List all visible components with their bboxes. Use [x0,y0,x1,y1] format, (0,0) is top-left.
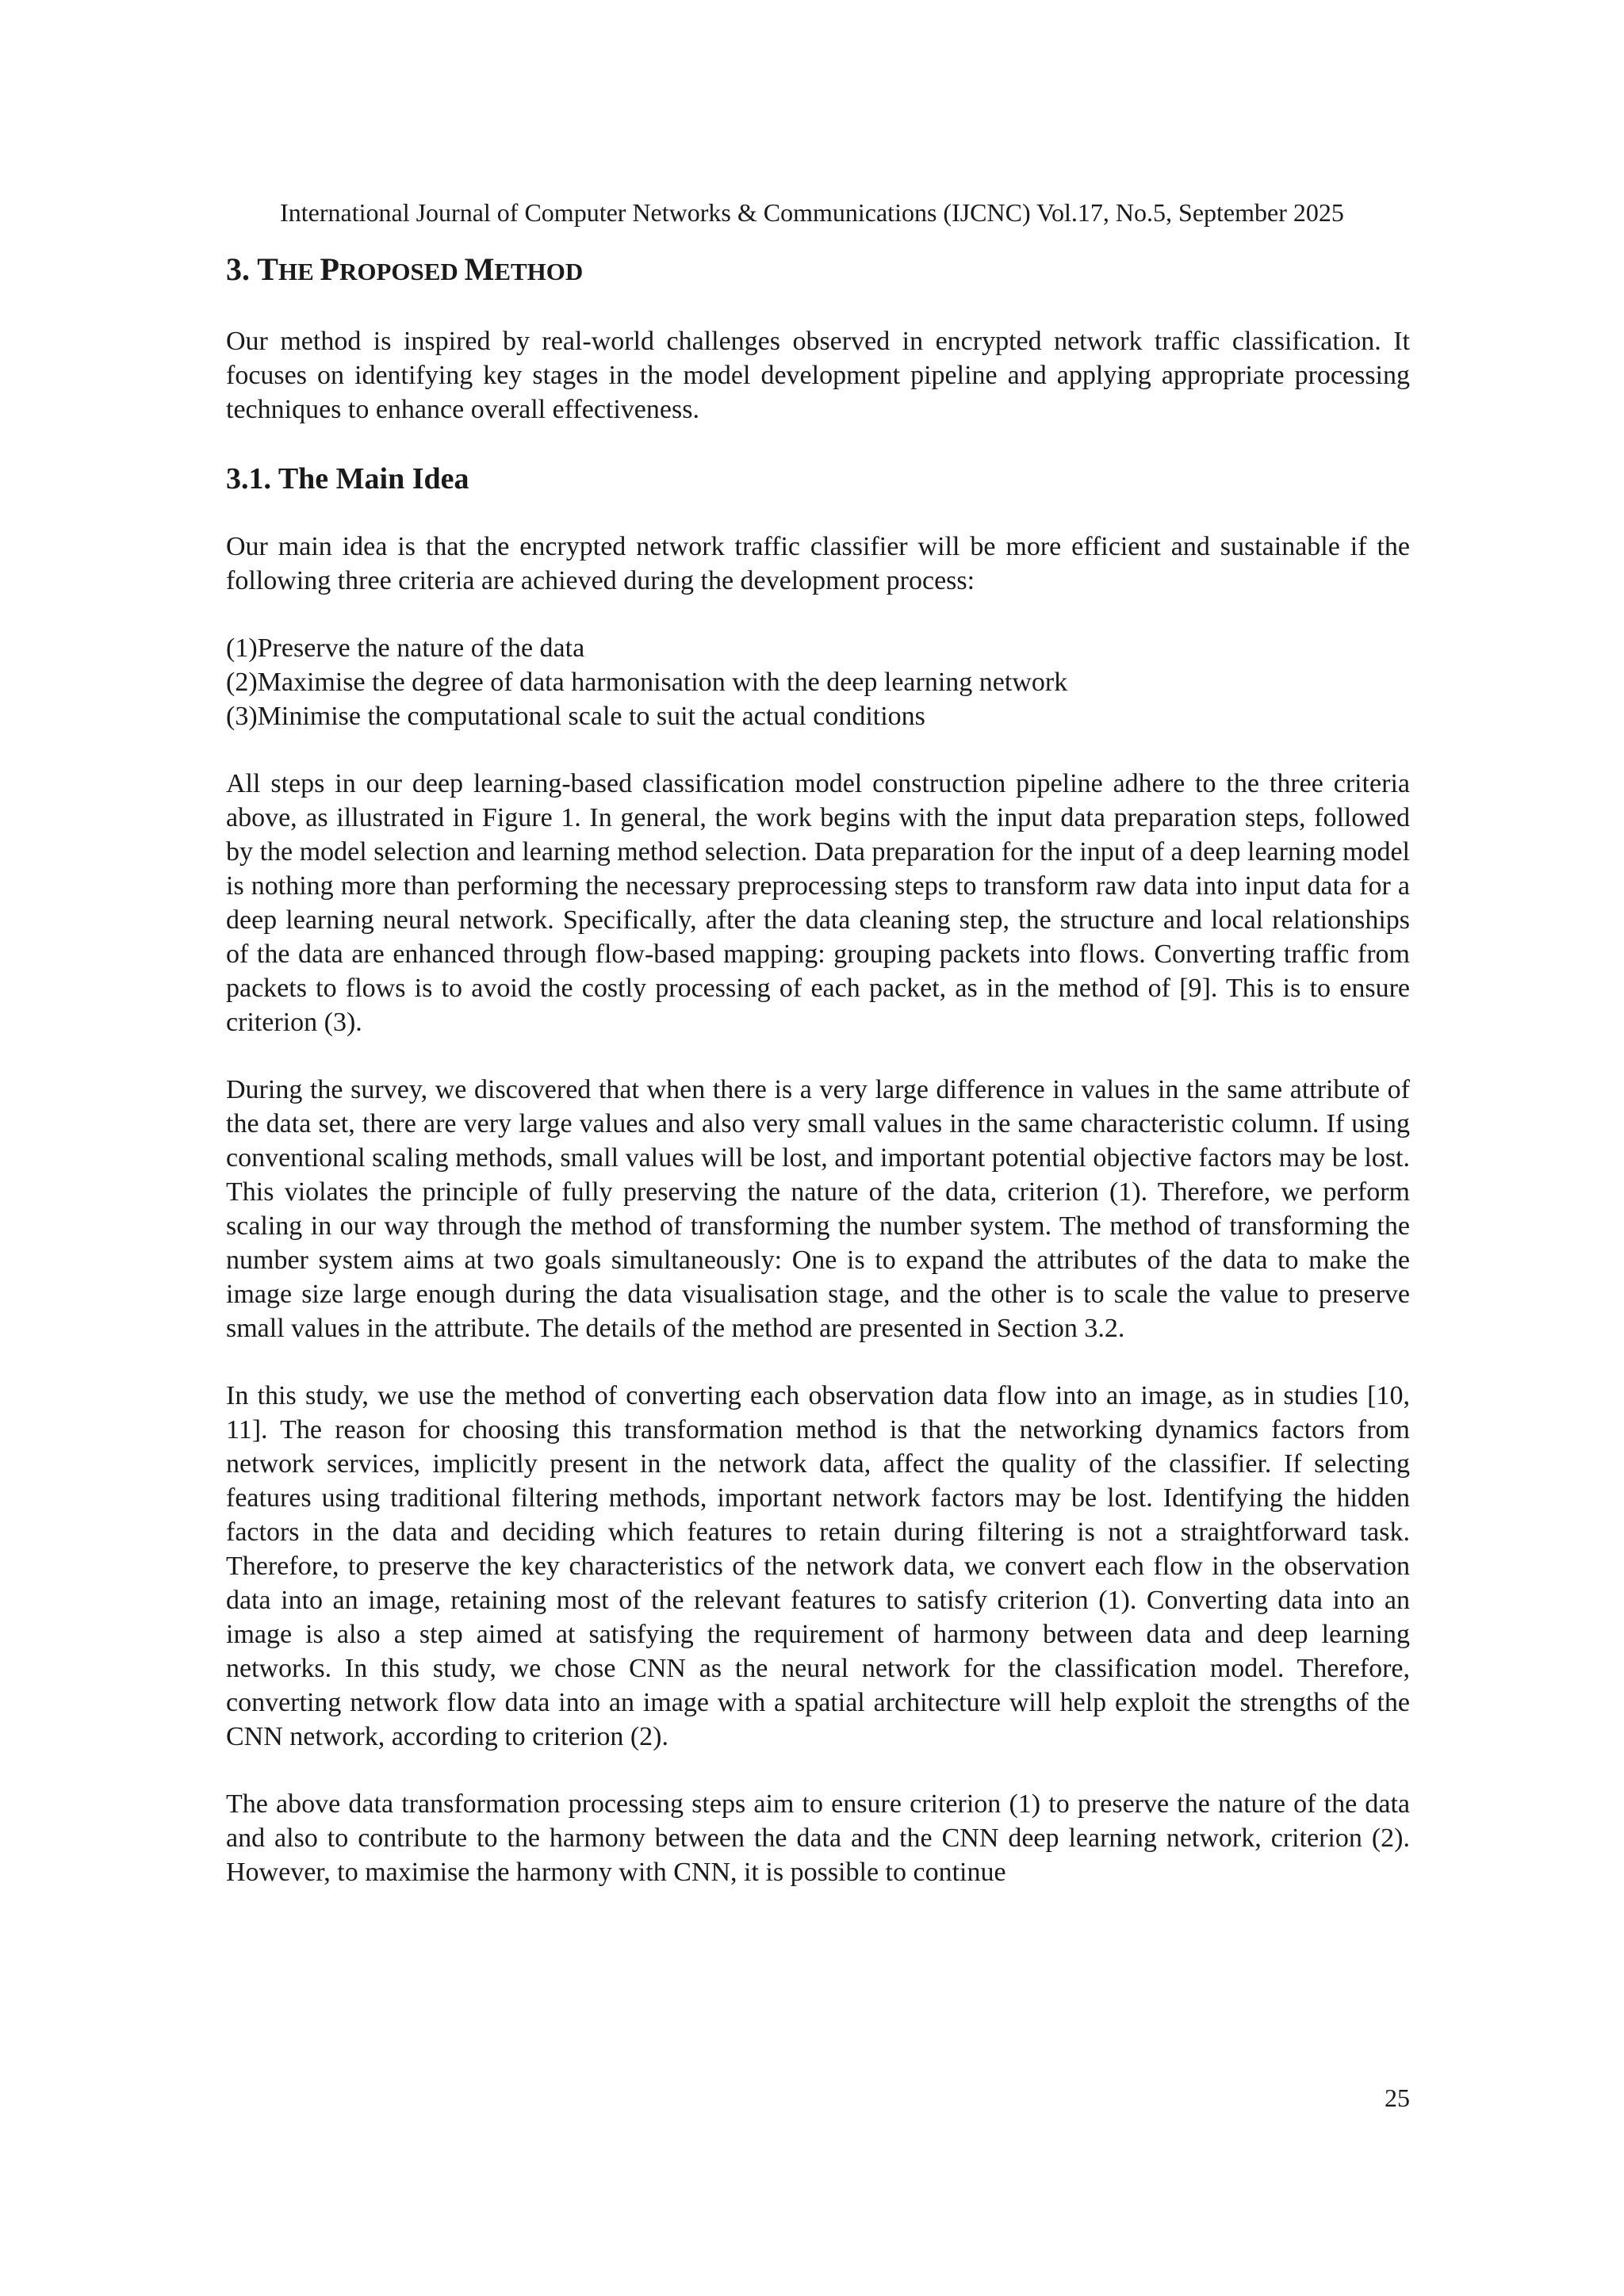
criteria-list [226,631,1410,733]
title-smallcaps-he: HE [278,258,320,285]
body-paragraph: During the survey, we discovered that when there is a very large difference in values in the same attribute of the data set, there are very large values and also very small values in the same characteristic column. If using conventional scaling methods, small values will be lost, and important potential objective factors may be lost. This violates the principle of fully preserving the nature of the data, criterion (1). Therefore, we perform scaling in our way through the method of transforming the number system. The method of transforming the number system aims at two goals simultaneously: One is to expand the attributes of the data to make the image size large enough during the data visualisation stage, and the other is to scale the value to preserve small values in the attribute. The details of the method are presented in Section 3.2. [226,1075,1410,1343]
body-paragraph: All steps in our deep learning-based classification model construction pipeline adhere to the three criteria above, as illustrated in Figure 1. In general, the work begins with the input data preparation steps, followed by the model selection and learning method selection. Data preparation for the input of a deep learning model is nothing more than performing the necessary preprocessing steps to transform raw data into input data for a deep learning neural network. Specifically, after the data cleaning step, the structure and local relationships of the data are enhanced through flow-based mapping: grouping packets into flows. Converting traffic from packets to flows is to avoid the costly processing of each packet, as in the method of [9]. This is to ensure criterion (3). [226,769,1410,1037]
section-title [226,247,1410,294]
criterion-item: (2)Maximise the degree of data harmonisation with the deep learning network [226,668,1068,697]
title-initial-m: M [464,251,495,287]
subsection-lead-paragraph: Our main idea is that the encrypted network traffic classifier will be more efficient and sustainable if the following three criteria are achieved during the development process: [226,532,1410,595]
page-body [226,247,1410,1889]
section-number: 3. [226,251,250,287]
section-intro-paragraph: Our method is inspired by real-world challenges observed in encrypted network traffic classification. It focuses on identifying key stages in the model development pipeline and applying appropriate processing techniques to enhance overall effectiveness. [226,327,1410,424]
title-smallcaps-ethod: ETHOD [494,258,584,285]
title-initial-p: P [320,251,339,287]
title-smallcaps-roposed: ROPOSED [339,258,465,285]
title-initial-t: T [257,251,278,287]
subsection-title: 3.1. The Main Idea [226,462,469,496]
page-number: 25 [1385,2084,1410,2112]
criterion-item: (3)Minimise the computational scale to suit the actual conditions [226,702,925,731]
running-header: International Journal of Computer Networks & Communications (IJCNC) Vol.17, No.5, September 2025 [280,198,1344,227]
body-paragraph: The above data transformation processing steps aim to ensure criterion (1) to preserve the nature of the data and also to contribute to the harmony between the data and the CNN deep learning network, criterion (2). However, to maximise the harmony with CNN, it is possible to continue [226,1789,1410,1887]
body-paragraph: In this study, we use the method of converting each observation data flow into an image, as in studies [10, 11]. The reason for choosing this transformation method is that the networking dynamics factors from network services, implicitly present in the network data, affect the quality of the classifier. If selecting features using traditional filtering methods, important network factors may be lost. Identifying the hidden factors in the data and deciding which features to retain during filtering is not a straightforward task. Therefore, to preserve the key characteristics of the network data, we convert each flow in the observation data into an image, retaining most of the relevant features to satisfy criterion (1). Converting data into an image is also a step aimed at satisfying the requirement of harmony between data and deep learning networks. In this study, we chose CNN as the neural network for the classification model. Therefore, converting network flow data into an image with a spatial architecture will help exploit the strengths of the CNN network, according to criterion (2). [226,1381,1410,1751]
criterion-item: (1)Preserve the nature of the data [226,633,585,663]
